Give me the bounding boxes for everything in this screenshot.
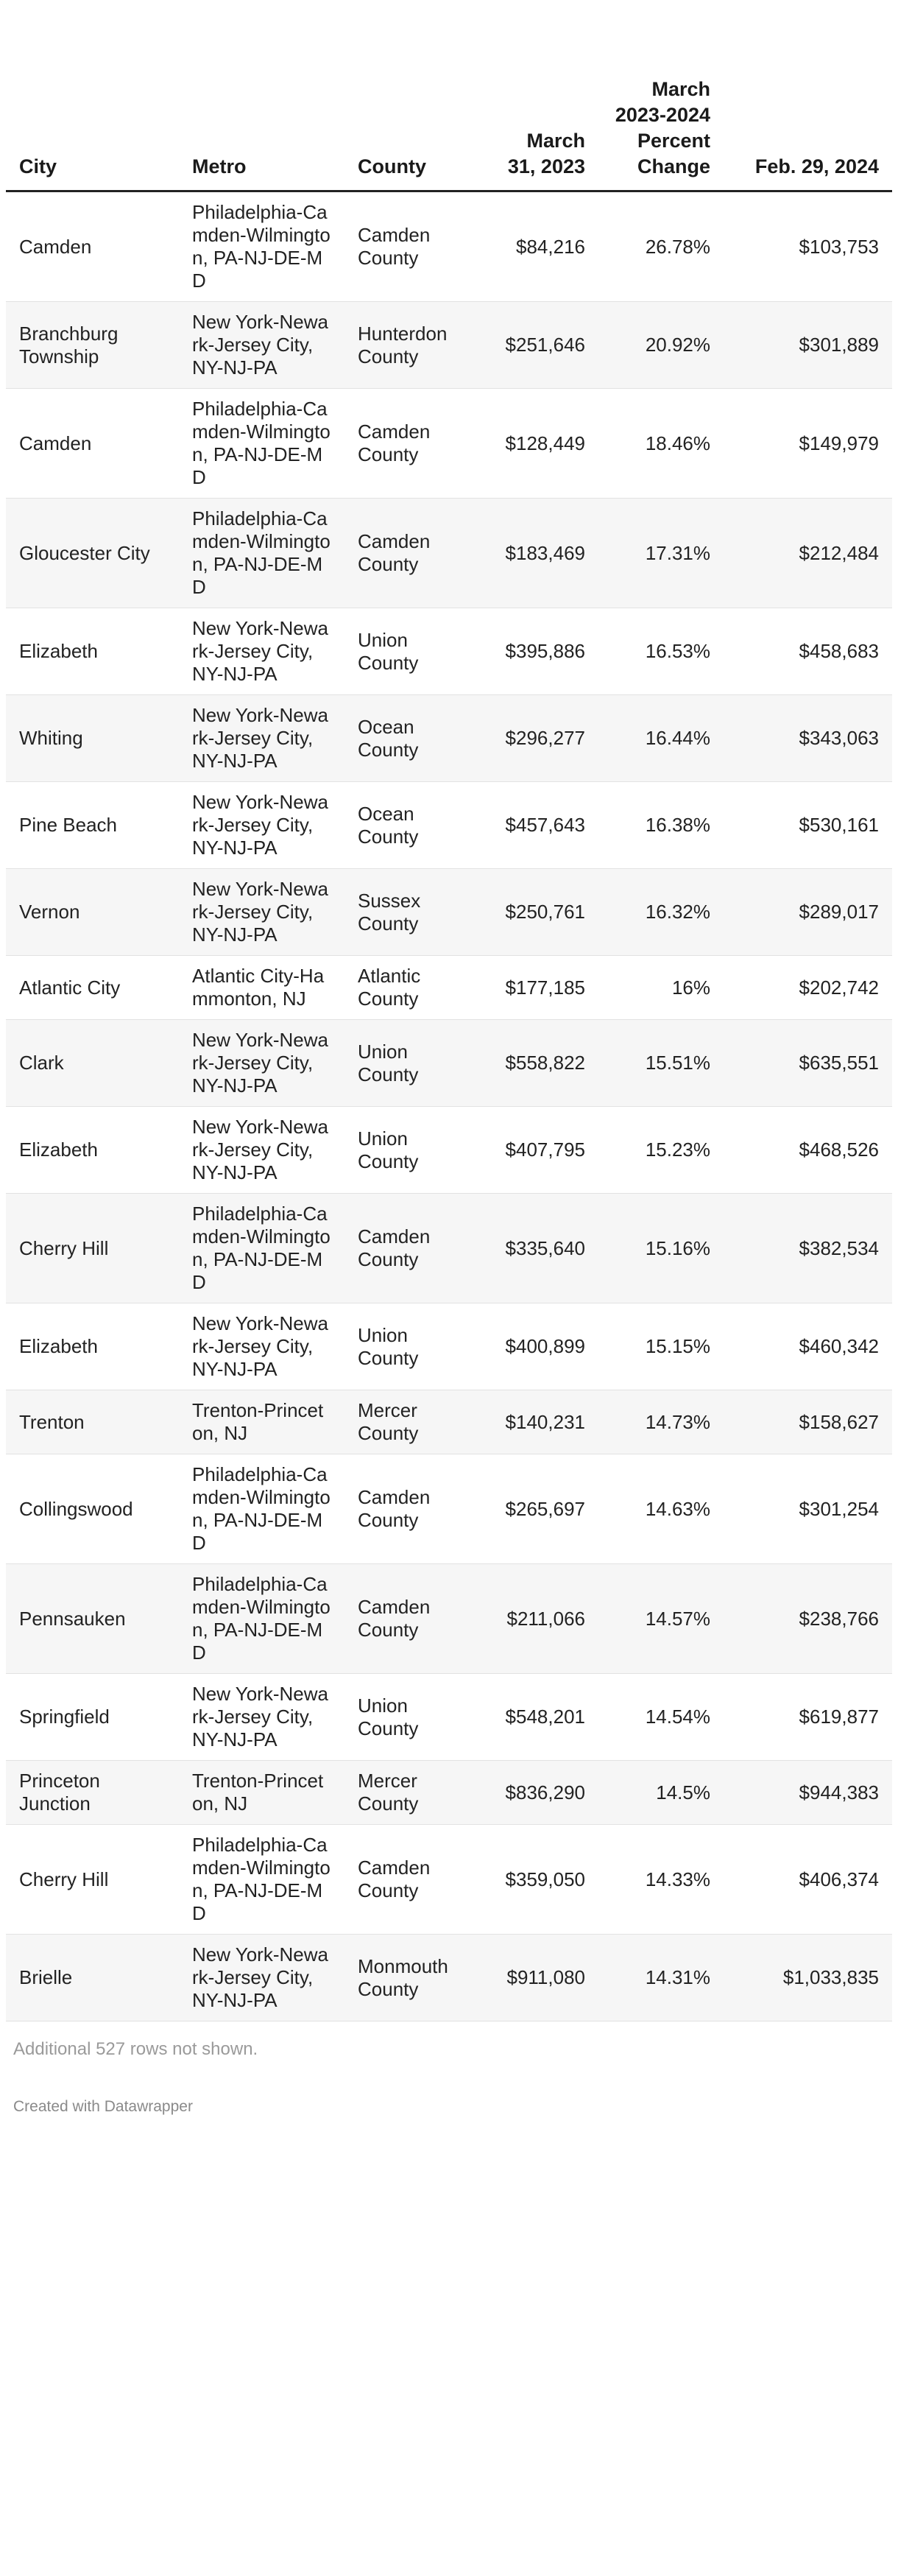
- cell-feb-2024: $1,033,835: [724, 1935, 892, 2021]
- table-row: [6, 1674, 892, 1761]
- cell-percent-change: 16%: [598, 956, 724, 1020]
- cell-metro: New York-Newark-Jersey City, NY-NJ-PA: [179, 782, 344, 869]
- cell-feb-2024: $382,534: [724, 1194, 892, 1303]
- cell-metro: Philadelphia-Camden-Wilmington, PA-NJ-DE-MD: [179, 191, 344, 302]
- cell-feb-2024: $458,683: [724, 608, 892, 695]
- cell-feb-2024: $944,383: [724, 1761, 892, 1825]
- cell-percent-change: 14.54%: [598, 1674, 724, 1761]
- cell-march-2023: $548,201: [484, 1674, 598, 1761]
- cell-county: Camden County: [344, 1825, 484, 1935]
- cell-feb-2024: $212,484: [724, 499, 892, 608]
- cell-feb-2024: $238,766: [724, 1564, 892, 1674]
- cell-percent-change: 14.33%: [598, 1825, 724, 1935]
- cell-metro: New York-Newark-Jersey City, NY-NJ-PA: [179, 1303, 344, 1390]
- cell-county: Hunterdon County: [344, 302, 484, 389]
- table-body: [6, 191, 892, 2021]
- cell-county: Union County: [344, 1303, 484, 1390]
- cell-metro: Philadelphia-Camden-Wilmington, PA-NJ-DE-MD: [179, 1825, 344, 1935]
- cell-march-2023: $359,050: [484, 1825, 598, 1935]
- cell-percent-change: 15.51%: [598, 1020, 724, 1107]
- cell-percent-change: 16.44%: [598, 695, 724, 782]
- cell-feb-2024: $406,374: [724, 1825, 892, 1935]
- table-row: [6, 1935, 892, 2021]
- column-header-percent-change[interactable]: March 2023-2024 Percent Change: [598, 0, 724, 191]
- cell-city: Brielle: [6, 1935, 179, 2021]
- table-row: [6, 869, 892, 956]
- cell-county: Ocean County: [344, 695, 484, 782]
- cell-march-2023: $84,216: [484, 191, 598, 302]
- cell-city: Cherry Hill: [6, 1194, 179, 1303]
- cell-march-2023: $128,449: [484, 389, 598, 499]
- cell-metro: Trenton-Princeton, NJ: [179, 1390, 344, 1454]
- cell-percent-change: 14.5%: [598, 1761, 724, 1825]
- cell-metro: New York-Newark-Jersey City, NY-NJ-PA: [179, 608, 344, 695]
- cell-county: Union County: [344, 608, 484, 695]
- table-row: [6, 1194, 892, 1303]
- cell-march-2023: $400,899: [484, 1303, 598, 1390]
- table-row: [6, 1564, 892, 1674]
- cell-percent-change: 26.78%: [598, 191, 724, 302]
- table-row: [6, 695, 892, 782]
- cell-county: Atlantic County: [344, 956, 484, 1020]
- cell-city: Cherry Hill: [6, 1825, 179, 1935]
- cell-county: Union County: [344, 1020, 484, 1107]
- cell-percent-change: 18.46%: [598, 389, 724, 499]
- cell-feb-2024: $202,742: [724, 956, 892, 1020]
- header-row: [6, 0, 892, 191]
- cell-county: Camden County: [344, 389, 484, 499]
- data-table: [6, 0, 892, 2021]
- cell-metro: Philadelphia-Camden-Wilmington, PA-NJ-DE-MD: [179, 1454, 344, 1564]
- cell-city: Whiting: [6, 695, 179, 782]
- cell-city: Trenton: [6, 1390, 179, 1454]
- cell-county: Mercer County: [344, 1761, 484, 1825]
- table-row: [6, 956, 892, 1020]
- table-row: [6, 389, 892, 499]
- cell-city: Princeton Junction: [6, 1761, 179, 1825]
- credit-text: Created with Datawrapper: [13, 2098, 193, 2115]
- cell-county: Mercer County: [344, 1390, 484, 1454]
- cell-city: Gloucester City: [6, 499, 179, 608]
- cell-metro: New York-Newark-Jersey City, NY-NJ-PA: [179, 1020, 344, 1107]
- cell-percent-change: 15.15%: [598, 1303, 724, 1390]
- cell-march-2023: $395,886: [484, 608, 598, 695]
- cell-feb-2024: $635,551: [724, 1020, 892, 1107]
- cell-city: Atlantic City: [6, 956, 179, 1020]
- table-row: [6, 1454, 892, 1564]
- cell-march-2023: $211,066: [484, 1564, 598, 1674]
- cell-feb-2024: $103,753: [724, 191, 892, 302]
- cell-percent-change: 16.53%: [598, 608, 724, 695]
- cell-march-2023: $558,822: [484, 1020, 598, 1107]
- more-rows-note: Additional 527 rows not shown.: [13, 2039, 258, 2059]
- table-row: [6, 1761, 892, 1825]
- cell-feb-2024: $343,063: [724, 695, 892, 782]
- cell-metro: Philadelphia-Camden-Wilmington, PA-NJ-DE-MD: [179, 499, 344, 608]
- cell-percent-change: 14.73%: [598, 1390, 724, 1454]
- cell-city: Collingswood: [6, 1454, 179, 1564]
- cell-county: Monmouth County: [344, 1935, 484, 2021]
- cell-metro: Philadelphia-Camden-Wilmington, PA-NJ-DE-MD: [179, 1564, 344, 1674]
- cell-metro: New York-Newark-Jersey City, NY-NJ-PA: [179, 1674, 344, 1761]
- cell-metro: Philadelphia-Camden-Wilmington, PA-NJ-DE-MD: [179, 389, 344, 499]
- cell-march-2023: $296,277: [484, 695, 598, 782]
- cell-city: Elizabeth: [6, 1303, 179, 1390]
- cell-percent-change: 15.16%: [598, 1194, 724, 1303]
- cell-county: Camden County: [344, 1454, 484, 1564]
- cell-city: Camden: [6, 191, 179, 302]
- table-row: [6, 1303, 892, 1390]
- cell-city: Elizabeth: [6, 608, 179, 695]
- cell-march-2023: $140,231: [484, 1390, 598, 1454]
- cell-county: Union County: [344, 1674, 484, 1761]
- table-row: [6, 1020, 892, 1107]
- table-row: [6, 1107, 892, 1194]
- cell-march-2023: $177,185: [484, 956, 598, 1020]
- cell-metro: Philadelphia-Camden-Wilmington, PA-NJ-DE-MD: [179, 1194, 344, 1303]
- cell-percent-change: 20.92%: [598, 302, 724, 389]
- cell-march-2023: $251,646: [484, 302, 598, 389]
- cell-metro: New York-Newark-Jersey City, NY-NJ-PA: [179, 1107, 344, 1194]
- table-row: [6, 782, 892, 869]
- cell-march-2023: $407,795: [484, 1107, 598, 1194]
- cell-percent-change: 14.57%: [598, 1564, 724, 1674]
- cell-march-2023: $183,469: [484, 499, 598, 608]
- table-row: [6, 499, 892, 608]
- cell-city: Pine Beach: [6, 782, 179, 869]
- cell-feb-2024: $158,627: [724, 1390, 892, 1454]
- cell-city: Springfield: [6, 1674, 179, 1761]
- cell-march-2023: $457,643: [484, 782, 598, 869]
- cell-metro: New York-Newark-Jersey City, NY-NJ-PA: [179, 869, 344, 956]
- table-row: [6, 191, 892, 302]
- cell-county: Camden County: [344, 1564, 484, 1674]
- cell-feb-2024: $289,017: [724, 869, 892, 956]
- cell-percent-change: 16.32%: [598, 869, 724, 956]
- cell-march-2023: $836,290: [484, 1761, 598, 1825]
- cell-percent-change: 14.31%: [598, 1935, 724, 2021]
- cell-city: Pennsauken: [6, 1564, 179, 1674]
- cell-percent-change: 17.31%: [598, 499, 724, 608]
- cell-city: Branchburg Township: [6, 302, 179, 389]
- cell-metro: Trenton-Princeton, NJ: [179, 1761, 344, 1825]
- cell-feb-2024: $301,889: [724, 302, 892, 389]
- cell-march-2023: $265,697: [484, 1454, 598, 1564]
- cell-march-2023: $911,080: [484, 1935, 598, 2021]
- cell-feb-2024: $149,979: [724, 389, 892, 499]
- cell-county: Ocean County: [344, 782, 484, 869]
- table-row: [6, 302, 892, 389]
- cell-feb-2024: $619,877: [724, 1674, 892, 1761]
- cell-county: Sussex County: [344, 869, 484, 956]
- table-row: [6, 608, 892, 695]
- cell-city: Elizabeth: [6, 1107, 179, 1194]
- cell-march-2023: $250,761: [484, 869, 598, 956]
- column-header-metro[interactable]: Metro: [179, 0, 344, 191]
- cell-march-2023: $335,640: [484, 1194, 598, 1303]
- cell-county: Union County: [344, 1107, 484, 1194]
- cell-city: Camden: [6, 389, 179, 499]
- table-row: [6, 1825, 892, 1935]
- cell-metro: New York-Newark-Jersey City, NY-NJ-PA: [179, 695, 344, 782]
- cell-county: Camden County: [344, 499, 484, 608]
- cell-city: Clark: [6, 1020, 179, 1107]
- cell-feb-2024: $468,526: [724, 1107, 892, 1194]
- cell-feb-2024: $301,254: [724, 1454, 892, 1564]
- column-header-city[interactable]: City: [6, 0, 179, 191]
- cell-percent-change: 14.63%: [598, 1454, 724, 1564]
- cell-percent-change: 15.23%: [598, 1107, 724, 1194]
- cell-county: Camden County: [344, 191, 484, 302]
- cell-feb-2024: $460,342: [724, 1303, 892, 1390]
- table-row: [6, 1390, 892, 1454]
- cell-city: Vernon: [6, 869, 179, 956]
- column-header-march-2023[interactable]: March 31, 2023: [484, 0, 598, 191]
- cell-metro: Atlantic City-Hammonton, NJ: [179, 956, 344, 1020]
- cell-metro: New York-Newark-Jersey City, NY-NJ-PA: [179, 1935, 344, 2021]
- cell-metro: New York-Newark-Jersey City, NY-NJ-PA: [179, 302, 344, 389]
- column-header-county[interactable]: County: [344, 0, 484, 191]
- cell-percent-change: 16.38%: [598, 782, 724, 869]
- cell-feb-2024: $530,161: [724, 782, 892, 869]
- cell-county: Camden County: [344, 1194, 484, 1303]
- column-header-feb-2024[interactable]: Feb. 29, 2024: [724, 0, 892, 191]
